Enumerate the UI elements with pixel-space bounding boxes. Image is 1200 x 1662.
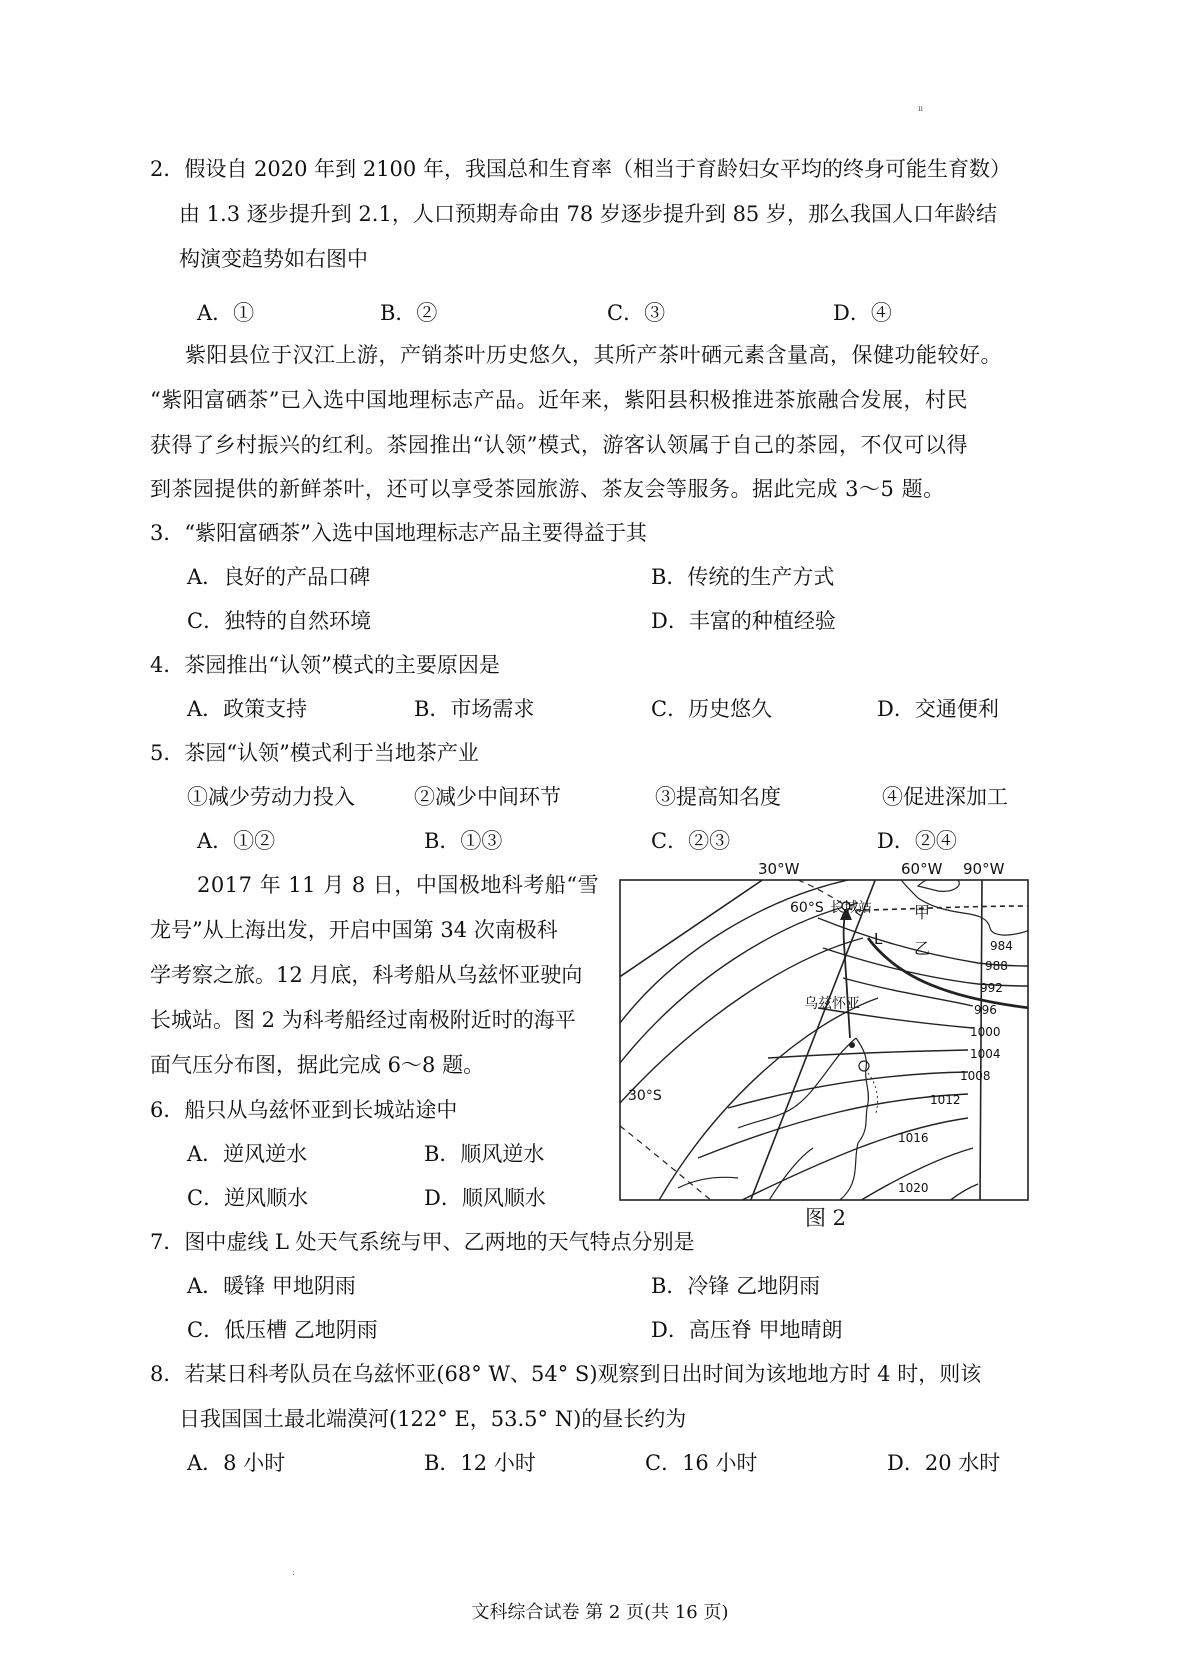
q5-item-1: ①减少劳动力投入	[187, 785, 355, 809]
ushuaia-marker-icon	[849, 1042, 855, 1048]
stray-mark-top: ıı	[918, 104, 924, 113]
lon-label-30w: 30°W	[758, 860, 800, 878]
q4-stem: 4．茶园推出“认领”模式的主要原因是	[150, 653, 500, 677]
q3-option-c[interactable]: C．独特的自然环境	[187, 609, 372, 633]
q8-option-d[interactable]: D．20 水时	[887, 1451, 1001, 1475]
isobar-label-1016: 1016	[898, 1131, 929, 1145]
q2-option-c[interactable]: C．③	[607, 301, 666, 325]
map-frame	[620, 880, 1028, 1200]
meridian-30w-west	[618, 866, 783, 978]
q2-line-2: 由 1.3 逐步提升到 2.1，人口预期寿命由 78 岁逐步提升到 85 岁，那么我国人口年龄结	[179, 202, 997, 226]
q4-option-a[interactable]: A．政策支持	[187, 697, 308, 721]
q7-option-d[interactable]: D．高压脊 甲地晴朗	[651, 1318, 843, 1342]
isobar-label-988: 988	[985, 959, 1008, 973]
q6-option-a[interactable]: A．逆风逆水	[187, 1142, 308, 1166]
q5-option-a[interactable]: A．①②	[197, 829, 276, 853]
isobar-label-1020: 1020	[898, 1181, 929, 1195]
passage2-line-4: 长城站。图 2 为科考船经过南极附近时的海平	[150, 1008, 576, 1032]
q8-option-a[interactable]: A．8 小时	[187, 1451, 286, 1475]
q6-option-c[interactable]: C．逆风顺水	[187, 1186, 309, 1210]
q2-option-d[interactable]: D．④	[833, 301, 892, 325]
passage1-line-4: 到茶园提供的新鲜茶叶，还可以享受茶园旅游、茶友会等服务。据此完成 3～5 题。	[150, 477, 945, 501]
q2-line-1: 2．假设自 2020 年到 2100 年，我国总和生育率（相当于育龄妇女平均的终身可能生育数）	[150, 157, 1011, 181]
figure-caption: 图 2	[805, 1206, 847, 1230]
passage2-line-2: 龙号”从上海出发，开启中国第 34 次南极科	[150, 918, 558, 942]
isobar-label-1008: 1008	[960, 1069, 991, 1083]
q8-option-b[interactable]: B．12 小时	[424, 1451, 536, 1475]
passage1-line-1: 紫阳县位于汉江上游，产销茶叶历史悠久，其所产茶叶硒元素含量高，保健功能较好。	[185, 343, 1002, 367]
page-footer: 文科综合试卷 第 2 页(共 16 页)	[471, 1602, 729, 1623]
q5-option-b[interactable]: B．①③	[424, 829, 503, 853]
q3-option-b[interactable]: B．传统的生产方式	[651, 565, 835, 589]
trough-L-label: L	[874, 930, 883, 948]
q5-item-2: ②减少中间环节	[414, 785, 561, 809]
q7-option-b[interactable]: B．冷锋 乙地阴雨	[651, 1274, 821, 1298]
q6-option-b[interactable]: B．顺风逆水	[424, 1142, 545, 1166]
passage2-line-3: 学考察之旅。12 月底，科考船从乌兹怀亚驶向	[150, 963, 583, 987]
q7-option-a[interactable]: A．暖锋 甲地阴雨	[187, 1274, 356, 1298]
river-1	[768, 1148, 813, 1202]
q5-option-c[interactable]: C．②③	[651, 829, 731, 853]
south-america-east-coast	[834, 1038, 868, 1202]
meridian-90w	[980, 880, 982, 1202]
q4-option-b[interactable]: B．市场需求	[414, 697, 535, 721]
q5-stem: 5．茶园“认领”模式利于当地茶产业	[150, 741, 479, 765]
q2-option-a[interactable]: A．①	[197, 301, 255, 325]
q3-option-d[interactable]: D．丰富的种植经验	[651, 609, 836, 633]
isobar-label-996: 996	[974, 1003, 997, 1017]
lon-label-60w: 60°W	[901, 860, 943, 878]
isobar-label-1004: 1004	[970, 1047, 1001, 1061]
passage2-line-5: 面气压分布图，据此完成 6～8 题。	[150, 1053, 485, 1077]
q3-stem: 3．“紫阳富硒茶”入选中国地理标志产品主要得益于其	[150, 521, 647, 545]
pressure-map-figure	[618, 858, 1030, 1202]
q2-option-b[interactable]: B．②	[380, 301, 438, 325]
isobar-arc-3	[620, 938, 863, 1103]
q4-option-c[interactable]: C．历史悠久	[651, 697, 773, 721]
stray-mark-bottom: ː	[292, 1568, 295, 1577]
q7-stem: 7．图中虚线 L 处天气系统与甲、乙两地的天气特点分别是	[150, 1230, 695, 1254]
lat-label-30s: 30°S	[628, 1088, 662, 1104]
q4-option-d[interactable]: D．交通便利	[877, 697, 999, 721]
q8-line-2: 日我国国土最北端漠河(122° E，53.5° N)的昼长约为	[179, 1407, 687, 1431]
station-label: 长城站	[830, 900, 872, 916]
isobar-label-992: 992	[980, 981, 1003, 995]
island-outline	[918, 876, 959, 891]
q5-item-4: ④促进深加工	[882, 785, 1008, 809]
q3-option-a[interactable]: A．良好的产品口碑	[187, 565, 371, 589]
isobar-label-1012: 1012	[930, 1093, 961, 1107]
island-small	[859, 1061, 869, 1071]
lon-label-90w: 90°W	[963, 860, 1005, 878]
river-2	[678, 1177, 738, 1188]
passage1-line-2: “紫阳富硒茶”已入选中国地理标志产品。近年来，紫阳县积极推进茶旅融合发展，村民	[150, 388, 968, 412]
place-jia-label: 甲	[914, 903, 931, 922]
lat-label-60s: 60°S	[790, 900, 824, 916]
isobar-1000	[768, 1050, 968, 1058]
passage2-line-1: 2017 年 11 月 8 日，中国极地科考船“雪	[197, 873, 600, 897]
latitude-30s-arc	[620, 1126, 713, 1202]
q8-line-1: 8．若某日科考队员在乌兹怀亚(68° W、54° S)观察到日出时间为该地地方时 4 时，则该	[150, 1362, 982, 1386]
isobar-label-1000: 1000	[970, 1025, 1001, 1039]
q2-line-3: 构演变趋势如右图中	[179, 247, 368, 271]
q8-option-c[interactable]: C．16 小时	[645, 1451, 758, 1475]
q5-option-d[interactable]: D．②④	[877, 829, 957, 853]
q6-stem: 6．船只从乌兹怀亚到长城站途中	[150, 1098, 458, 1122]
q6-option-d[interactable]: D．顺风顺水	[424, 1186, 546, 1210]
place-yi-label: 乙	[914, 939, 931, 958]
q7-option-c[interactable]: C．低压槽 乙地阴雨	[187, 1318, 378, 1342]
q5-item-3: ③提高知名度	[655, 785, 781, 809]
passage1-line-3: 获得了乡村振兴的红利。茶园推出“认领”模式，游客认领属于自己的茶园，不仅可以得	[150, 433, 968, 457]
isobar-arc-4	[658, 998, 878, 1202]
antarctic-coast	[893, 868, 1030, 935]
isobar-label-984: 984	[990, 939, 1013, 953]
ushuaia-label: 乌兹怀亚	[804, 996, 860, 1012]
